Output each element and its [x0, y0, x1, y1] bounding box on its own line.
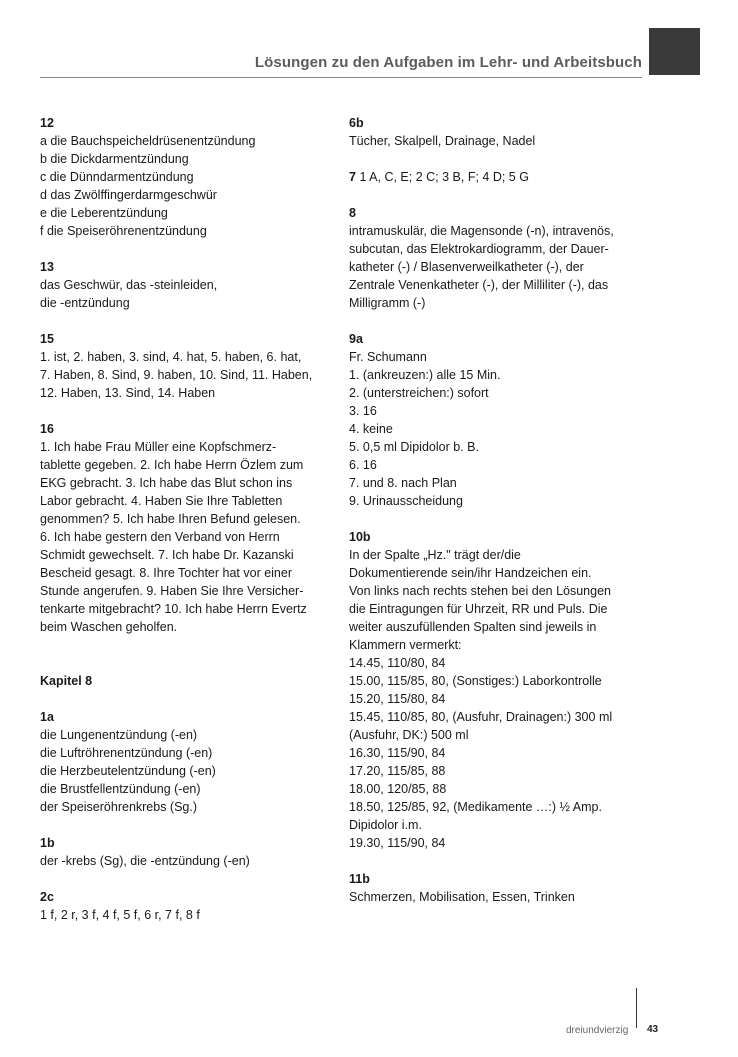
section-16	[40, 420, 340, 636]
section-6b	[349, 114, 649, 150]
section-10b	[349, 528, 649, 852]
section-heading: 10b	[349, 530, 371, 544]
text-line: intramuskulär, die Magensonde (-n), intravenös,	[349, 224, 614, 238]
text-line: die Eintragungen für Uhrzeit, RR und Puls. Die	[349, 602, 608, 616]
text-line: genommen? 5. Ich habe Ihren Befund gelesen.	[40, 512, 301, 526]
text-line: (Ausfuhr, DK:) 500 ml	[349, 728, 469, 742]
text-line: c die Dünndarmentzündung	[40, 170, 194, 184]
section-heading: 2c	[40, 890, 54, 904]
section-heading: 11b	[349, 872, 370, 886]
text-line: 6. Ich habe gestern den Verband von Herrn	[40, 530, 280, 544]
text-line: beim Waschen geholfen.	[40, 620, 178, 634]
text-line: 12. Haben, 13. Sind, 14. Haben	[40, 386, 216, 400]
section-heading: 13	[40, 260, 54, 274]
text-line: 2. (unterstreichen:) sofort	[349, 386, 489, 400]
text-line: 15.20, 115/80, 84	[349, 692, 446, 706]
text-line: das Geschwür, das -steinleiden,	[40, 278, 218, 292]
text-line: 18.50, 125/85, 92, (Medikamente …:) ½ Amp.	[349, 800, 602, 814]
section-2c	[40, 888, 340, 924]
text-line: Schmerzen, Mobilisation, Essen, Trinken	[349, 890, 575, 904]
section-heading: 8	[349, 206, 356, 220]
text-line: 6. 16	[349, 458, 377, 472]
section-12	[40, 114, 340, 240]
section-heading: 15	[40, 332, 54, 346]
section-heading: 12	[40, 116, 54, 130]
text-line: Tücher, Skalpell, Drainage, Nadel	[349, 134, 536, 148]
text-line: die Brustfellentzündung (-en)	[40, 782, 201, 796]
page-header-title: Lösungen zu den Aufgaben im Lehr- und Arbeitsbuch	[254, 54, 642, 71]
text-line: der -krebs (Sg), die -entzündung (-en)	[40, 854, 250, 868]
text-line: 15.45, 110/85, 80, (Ausfuhr, Drainagen:) 300 ml	[349, 710, 613, 724]
text-line: 1. (ankreuzen:) alle 15 Min.	[349, 368, 501, 382]
text-line: Von links nach rechts stehen bei den Lösungen	[349, 584, 611, 598]
text-line: 1. ist, 2. haben, 3. sind, 4. hat, 5. haben, 6. hat,	[40, 350, 302, 364]
text-line: Zentrale Venenkatheter (-), der Milliliter (-), das	[349, 278, 609, 292]
text-line: 16.30, 115/90, 84	[349, 746, 446, 760]
section-9a	[349, 330, 649, 510]
corner-block	[649, 28, 700, 75]
section-7	[349, 168, 649, 186]
section-8	[349, 204, 649, 312]
section-15	[40, 330, 340, 402]
section-1b	[40, 834, 340, 870]
text-line: Dipidolor i.m.	[349, 818, 422, 832]
text-line: 17.20, 115/85, 88	[349, 764, 446, 778]
text-line: Schmidt gewechselt. 7. Ich habe Dr. Kazanski	[40, 548, 294, 562]
text-line: Klammern vermerkt:	[349, 638, 462, 652]
text-line: tenkarte mitgebracht? 10. Ich habe Herrn Evertz	[40, 602, 307, 616]
section-13	[40, 258, 340, 312]
text-line: die Lungenentzündung (-en)	[40, 728, 198, 742]
text-line: 14.45, 110/80, 84	[349, 656, 446, 670]
section-heading: 1a	[40, 710, 54, 724]
section-11b	[349, 870, 649, 906]
text-line: f die Speiseröhrenentzündung	[40, 224, 207, 238]
text-line: der Speiseröhrenkrebs (Sg.)	[40, 800, 198, 814]
text-line: die -entzündung	[40, 296, 130, 310]
text-line: d das Zwölffingerdarmgeschwür	[40, 188, 217, 202]
text-line: Labor gebracht. 4. Haben Sie Ihre Tabletten	[40, 494, 283, 508]
section-heading: 16	[40, 422, 54, 436]
text-line: 1. Ich habe Frau Müller eine Kopfschmerz-	[40, 440, 277, 454]
text-line: 3. 16	[349, 404, 377, 418]
text-line: Milligramm (-)	[349, 296, 426, 310]
text-line: 15.00, 115/85, 80, (Sonstiges:) Laborkontrolle	[349, 674, 602, 688]
text-line: 4. keine	[349, 422, 393, 436]
section-heading: 6b	[349, 116, 364, 130]
text-line: 7. und 8. nach Plan	[349, 476, 457, 490]
text-line: 9. Urinausscheidung	[349, 494, 463, 508]
footer-page-word: dreiundvierzig	[566, 1025, 629, 1036]
section-heading: 9a	[349, 332, 363, 346]
text-line: katheter (-) / Blasenverweilkatheter (-), der	[349, 260, 584, 274]
right-column	[349, 114, 649, 924]
section-text: 1 A, C, E; 2 C; 3 B, F; 4 D; 5 G	[359, 170, 529, 184]
text-line: Fr. Schumann	[349, 350, 427, 364]
text-line: die Luftröhrenentzündung (-en)	[40, 746, 213, 760]
text-line: 5. 0,5 ml Dipidolor b. B.	[349, 440, 479, 454]
text-line: In der Spalte „Hz." trägt der/die	[349, 548, 521, 562]
footer-page-number: 43	[647, 1024, 659, 1035]
text-line: die Herzbeutelentzündung (-en)	[40, 764, 216, 778]
text-line: e die Leberentzündung	[40, 206, 168, 220]
text-line: b die Dickdarmentzündung	[40, 152, 189, 166]
left-column	[40, 114, 340, 942]
text-line: 18.00, 120/85, 88	[349, 782, 447, 796]
text-line: a die Bauchspeicheldrüsenentzündung	[40, 134, 256, 148]
text-line: subcutan, das Elektrokardiogramm, der Dauer-	[349, 242, 609, 256]
section-heading: 1b	[40, 836, 55, 850]
text-line: EKG gebracht. 3. Ich habe das Blut schon ins	[40, 476, 293, 490]
text-line: tablette gegeben. 2. Ich habe Herrn Özlem zum	[40, 458, 304, 472]
text-line: Dokumentierende sein/ihr Handzeichen ein.	[349, 566, 592, 580]
section-1a	[40, 708, 340, 816]
text-line: Stunde angerufen. 9. Haben Sie Ihre Versicher-	[40, 584, 304, 598]
section-heading: 7	[349, 170, 356, 184]
header-rule	[40, 77, 642, 78]
text-line: 7. Haben, 8. Sind, 9. haben, 10. Sind, 11. Haben,	[40, 368, 313, 382]
text-line: 19.30, 115/90, 84	[349, 836, 446, 850]
text-line: 1 f, 2 r, 3 f, 4 f, 5 f, 6 r, 7 f, 8 f	[40, 908, 200, 922]
footer-rule	[636, 988, 637, 1028]
text-line: weiter auszufüllenden Spalten sind jeweils in	[349, 620, 597, 634]
text-line: Bescheid gesagt. 8. Ihre Tochter hat vor einer	[40, 566, 293, 580]
chapter-heading: Kapitel 8	[40, 674, 93, 688]
